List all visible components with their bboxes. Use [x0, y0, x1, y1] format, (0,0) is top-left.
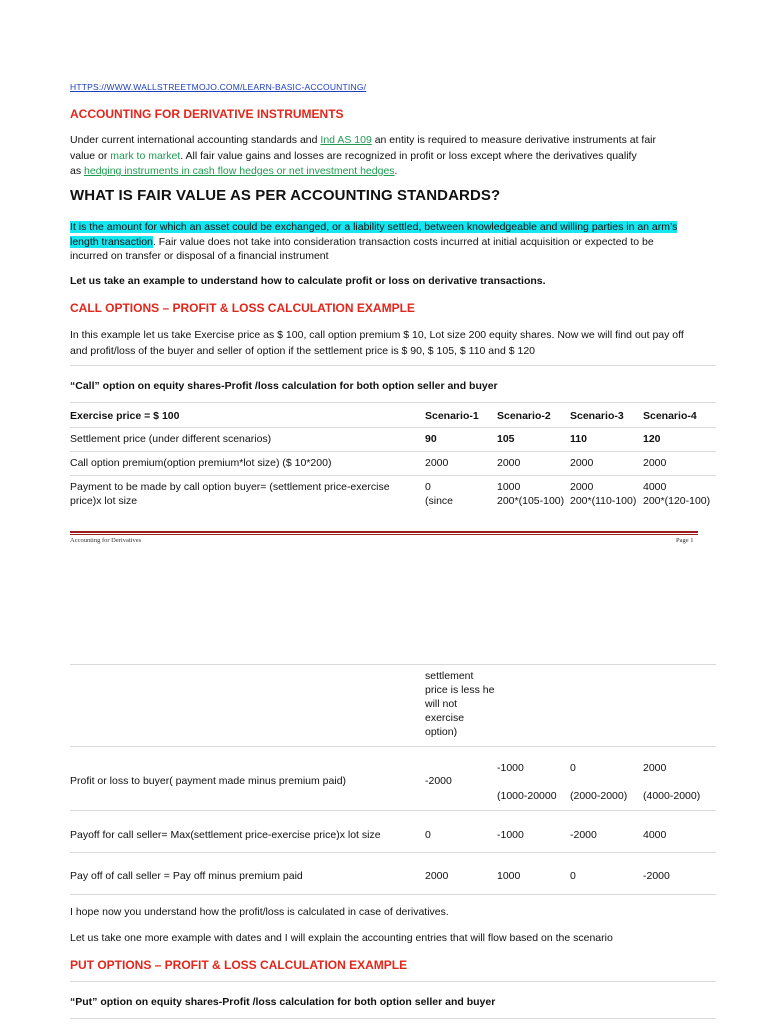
row-payment-label-line: price)x lot size — [70, 495, 138, 507]
call-table-caption: “Call” option on equity shares-Profit /loss calculation for both option seller and buyer — [70, 380, 498, 392]
row-payment-v1 — [425, 480, 453, 508]
cell-line: (1000-20000 — [497, 790, 557, 802]
cell-line: 200*(120-100) — [643, 495, 711, 507]
cell-line: 2000 — [570, 481, 594, 493]
table-header-scenario-1: Scenario-1 — [425, 410, 479, 422]
row-settlement-v2: 105 — [497, 433, 515, 445]
divider — [70, 981, 716, 982]
cell-line: (since — [425, 495, 454, 507]
cell-line: 0 — [570, 762, 576, 774]
source-url[interactable]: HTTPS://WWW.WALLSTREETMOJO.COM/LEARN-BASIC-ACCOUNTING/ — [70, 82, 367, 92]
heading-fair-value: WHAT IS FAIR VALUE AS PER ACCOUNTING STANDARDS? — [70, 187, 501, 204]
intro-text: Under current international accounting standards and — [70, 134, 321, 146]
cell-line: option) — [425, 726, 458, 738]
cell-line: settlement — [425, 670, 474, 682]
row-payoff-seller-v2: -1000 — [497, 829, 524, 841]
row-payment-label — [70, 480, 390, 508]
divider — [70, 427, 716, 428]
intro-text: as — [70, 165, 85, 177]
divider — [70, 664, 716, 665]
row-payoff-seller-label: Payoff for call seller= Max(settlement price-exercise price)x lot size — [70, 829, 381, 841]
intro-text: . All fair value gains and losses are recognized in profit or loss except where the derivatives qualify — [180, 149, 637, 162]
table-header-scenario-3: Scenario-3 — [570, 410, 624, 422]
cell-line: -1000 — [497, 762, 524, 774]
divider — [70, 402, 716, 403]
cell-line: 0 — [425, 481, 431, 493]
row-premium-v4: 2000 — [643, 457, 667, 469]
cell-line: exercise — [425, 712, 465, 724]
heading-put-options: PUT OPTIONS – PROFIT & LOSS CALCULATION EXAMPLE — [70, 958, 408, 972]
row-settlement-v4: 120 — [643, 433, 661, 445]
cell-line: will not — [425, 698, 458, 710]
cell-line: 4000 — [643, 481, 667, 493]
row-payoff-seller-v1: 0 — [425, 829, 431, 841]
row-payoff-seller-v4: 4000 — [643, 829, 667, 841]
divider — [70, 852, 716, 853]
intro-text: . — [394, 165, 398, 177]
row-premium-label: Call option premium(option premium*lot size) ($ 10*200) — [70, 457, 332, 469]
link-mark-to-market[interactable]: mark to market — [110, 149, 181, 162]
row-settlement-v1: 90 — [425, 433, 437, 445]
row-profit-buyer-v2 — [497, 761, 557, 803]
link-ind-as-109[interactable]: Ind AS 109 — [320, 134, 372, 146]
footer-page-number: Page 1 — [676, 537, 694, 544]
divider — [70, 451, 716, 452]
row-premium-v3: 2000 — [570, 457, 594, 469]
intro-paragraph — [70, 133, 700, 180]
row-payment-v1-continued — [425, 669, 494, 739]
heading-call-options: CALL OPTIONS – PROFIT & LOSS CALCULATION EXAMPLE — [70, 301, 415, 315]
put-table-caption: “Put” option on equity shares-Profit /loss calculation for both option seller and buyer — [70, 996, 496, 1008]
divider — [70, 810, 716, 811]
cell-line: 2000 — [643, 762, 667, 774]
cell-line: 1000 — [497, 481, 521, 493]
intro-text: value or — [70, 149, 111, 162]
divider — [70, 365, 716, 366]
footer-rule — [70, 531, 698, 533]
row-payment-v4 — [643, 480, 710, 508]
divider — [70, 475, 716, 476]
cell-line: 200*(105-100) — [497, 495, 565, 507]
row-profit-buyer-v3 — [570, 761, 627, 803]
row-premium-v2: 2000 — [497, 457, 521, 469]
row-payoff-seller-v3: -2000 — [570, 829, 597, 841]
row-payoff-seller2-v4: -2000 — [643, 870, 670, 882]
footer-title: Accounting for Derivatives — [70, 537, 142, 544]
table-header-label: Exercise price = $ 100 — [70, 410, 180, 422]
fair-value-paragraph — [70, 220, 700, 264]
row-profit-buyer-label: Profit or loss to buyer( payment made minus premium paid) — [70, 775, 347, 787]
highlighted-definition: length transaction — [70, 235, 153, 248]
row-payment-label-line: Payment to be made by call option buyer= (settlement price-exercise — [70, 481, 390, 493]
heading-accounting-derivatives: ACCOUNTING FOR DERIVATIVE INSTRUMENTS — [70, 107, 344, 121]
highlighted-definition: It is the amount for which an asset could be exchanged, or a liability settled, between knowledgeable and willing parties in an arm’s — [70, 221, 678, 233]
row-settlement-label: Settlement price (under different scenarios) — [70, 433, 272, 445]
divider — [70, 1018, 716, 1019]
row-settlement-v3: 110 — [570, 433, 587, 445]
cell-line: (4000-2000) — [643, 790, 701, 802]
fair-value-text: . Fair value does not take into consideration transaction costs incurred at initial acquisition or expected to be — [152, 235, 654, 248]
table-header-scenario-4: Scenario-4 — [643, 410, 697, 422]
cell-line: 200*(110-100) — [570, 495, 637, 507]
divider — [70, 746, 716, 747]
fair-value-text: incurred on transfer or disposal of a financial instrument — [70, 250, 329, 262]
row-premium-v1: 2000 — [425, 457, 449, 469]
call-example-text: and profit/loss of the buyer and seller of option if the settlement price is $ 90, $ 105, $ 110 and $ 120 — [70, 344, 536, 357]
call-example-text: In this example let us take Exercise price as $ 100, call option premium $ 10, Lot size 200 equity shares. Now we will find out pay off — [70, 329, 684, 341]
footer-rule — [70, 534, 698, 535]
intro-text: an entity is required to measure derivative instruments at fair — [371, 134, 657, 146]
row-payment-v3 — [570, 480, 636, 508]
more-example-paragraph: Let us take one more example with dates and I will explain the accounting entries that will flow based on the scenario — [70, 932, 613, 944]
example-intro: Let us take an example to understand how to calculate profit or loss on derivative transactions. — [70, 275, 546, 287]
row-profit-buyer-v1: -2000 — [425, 775, 452, 787]
divider — [70, 894, 716, 895]
link-hedging-instruments[interactable]: hedging instruments in cash flow hedges or net investment hedges — [84, 165, 395, 177]
row-payoff-seller2-v3: 0 — [570, 870, 576, 882]
row-profit-buyer-v4 — [643, 761, 700, 803]
hope-paragraph: I hope now you understand how the profit/loss is calculated in case of derivatives. — [70, 906, 449, 918]
row-payoff-seller2-label: Pay off of call seller = Pay off minus premium paid — [70, 870, 303, 882]
call-example-paragraph — [70, 328, 700, 359]
row-payment-v2 — [497, 480, 564, 508]
cell-line: (2000-2000) — [570, 790, 628, 802]
row-payoff-seller2-v1: 2000 — [425, 870, 449, 882]
row-payoff-seller2-v2: 1000 — [497, 870, 521, 882]
cell-line: price is less he — [425, 684, 495, 696]
table-header-scenario-2: Scenario-2 — [497, 410, 551, 422]
